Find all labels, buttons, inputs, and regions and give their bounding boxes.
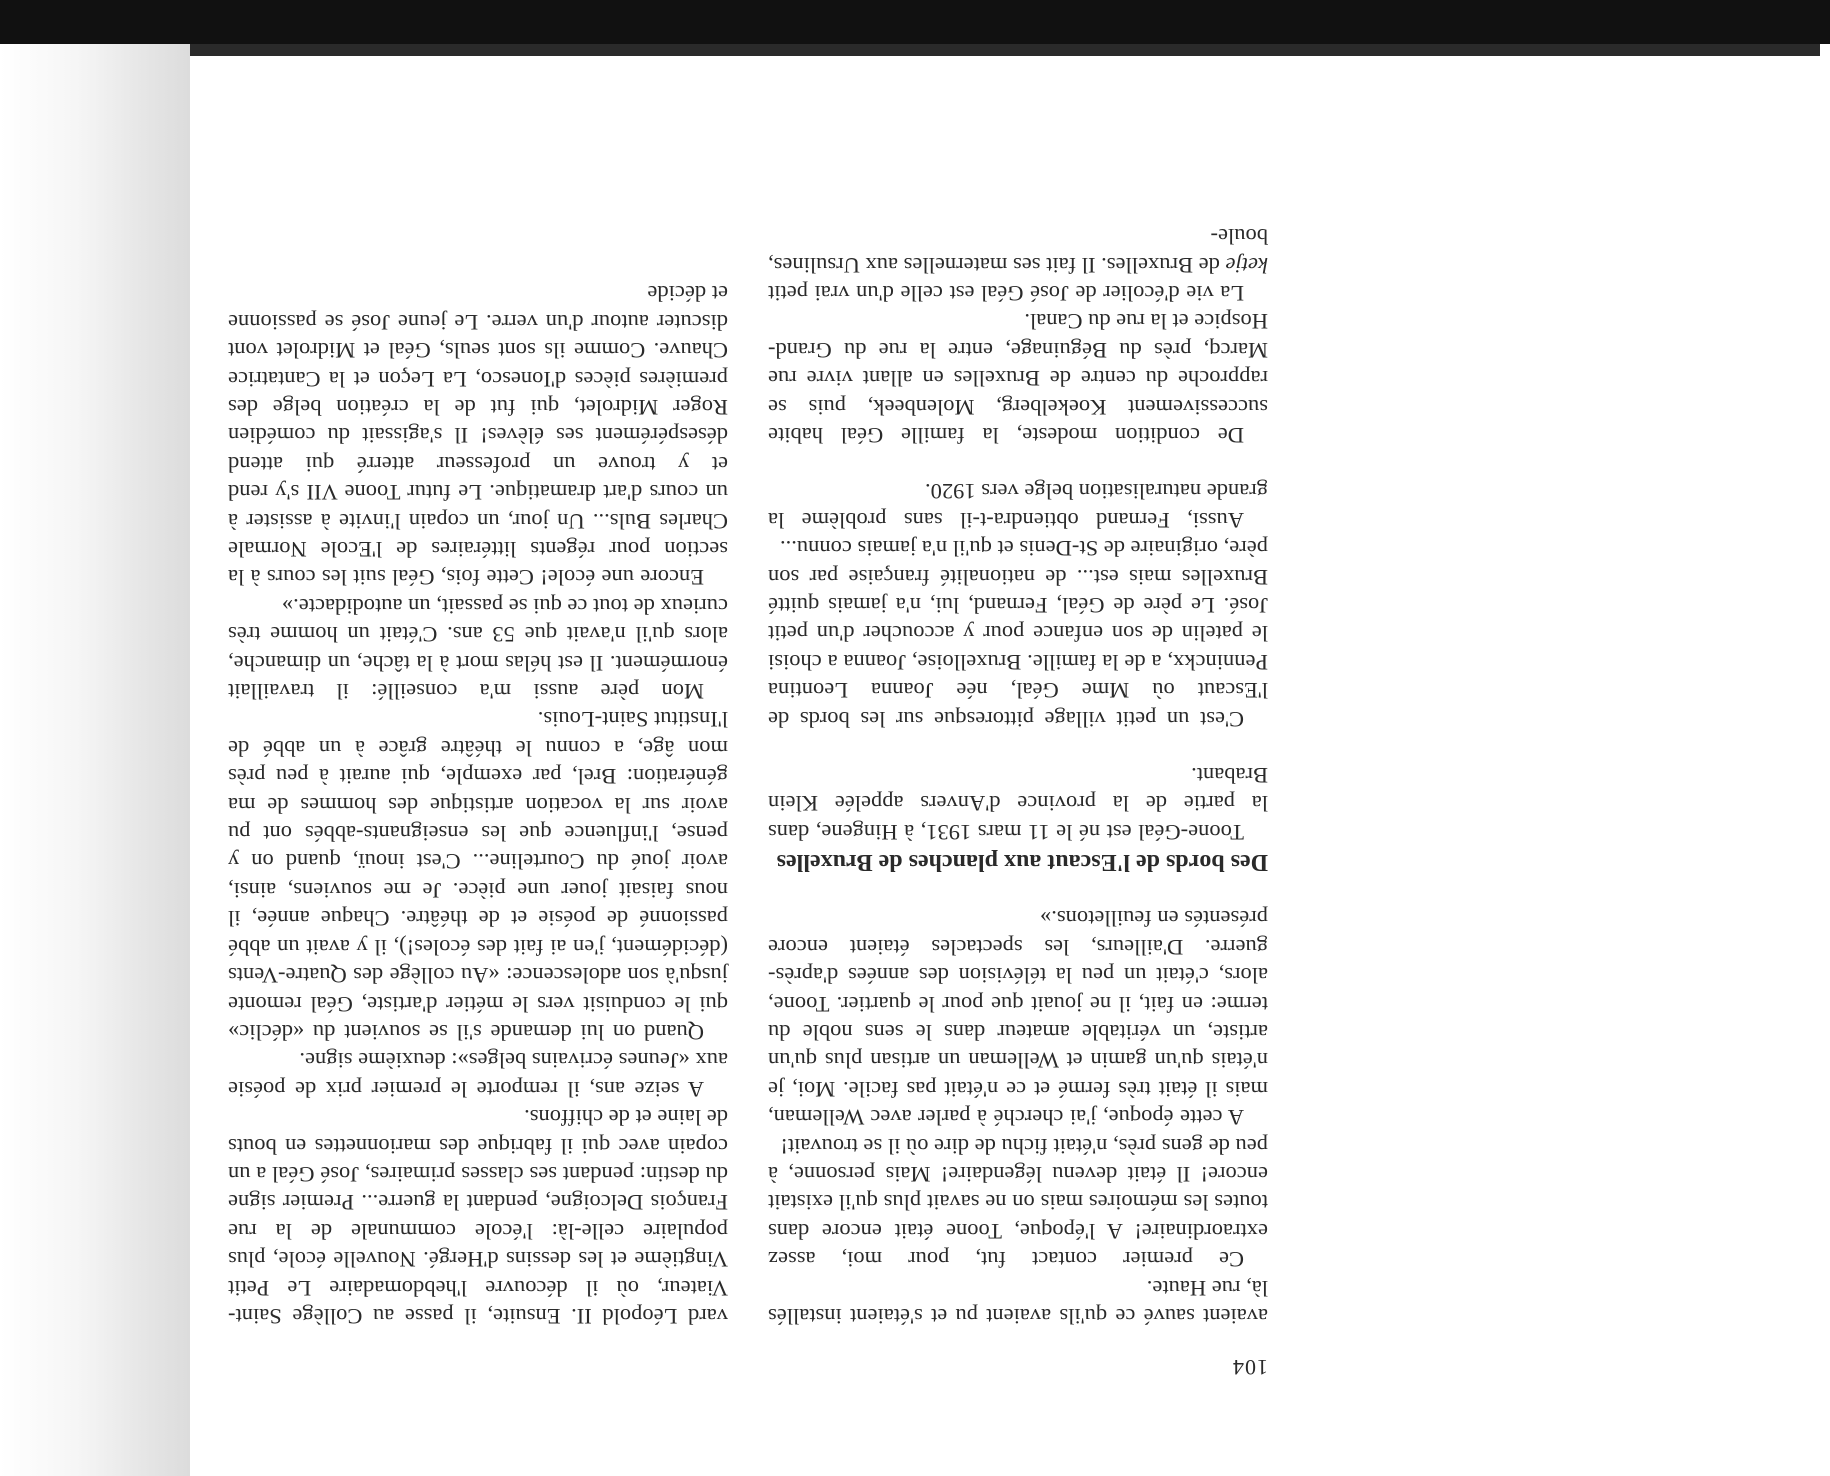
paragraph: A cette époque, j'ai cherché à parler avec Welleman, mais il était très fermé et ce n'était pas facile. Moi, je n'étais qu'un gamin et Welleman un artisan plus qu'un artiste, un véritable amateur dans le sens noble du terme: en fait, il ne jouait que pour le quartier. Toone, alors, c'était un peu la télévision des années d'après-guerre. D'ailleurs, les spectacles étaient encore présentés en feuilletons.» [768,906,1268,1131]
paragraph: Aussi, Fernand obtiendra-t-il sans problème la grande naturalisation belge vers 1920. [768,479,1268,533]
paragraph: A seize ans, il remporte le premier prix de poésie aux «Jeunes écrivains belges»: deuxième signe. [228,1048,728,1102]
paragraph: Quand on lui demande s'il se souvient du «déclic» qui le conduisit vers le métier d'artiste, Géal remonte jusqu'à son adolescence: «Au collège des Quatre-Vents (décidément, j'en ai fait des écoles!), il y avait un abbé passionné de poésie et de théâtre. Chaque année, il nous faisait jouer une pièce. Je me souviens, ainsi, avoir joué du Courteline... C'est inouï, quand on y pense, l'influence que les enseignants-abbés ont pu avoir sur la vocation artistique des hommes de ma génération: Brel, par exemple, qui aurait à peu près mon âge, a connu le théâtre grâce à un abbé de l'Institut Saint-Louis. [228,707,728,1045]
paragraph: C'est un petit village pittoresque sur les bords de l'Escaut où Mme Géal, née Joanna Leontina Penninckx, a de la famille. Bruxelloise, Joanna a choisi le patelin de son enfance pour y accoucher d'un petit José. Le père de Géal, Fernand, lui, n'a jamais quitté Bruxelles mais est... de nationalité française par son père, originaire de St-Denis et qu'il n'a jamais connu... [768,536,1268,732]
right-column [228,279,728,1330]
scan-top-edge [0,0,1830,44]
page-text-rotated [228,160,1268,1380]
paragraph: avaient sauvé ce qu'ils avaient pu et s'étaient installés là, rue Haute. [768,1275,1268,1329]
paragraph: Ce premier contact fut, pour moi, assez extraordinaire! A l'époque, Toone était encore dans toutes les mémoires mais on ne savait plus qu'il existait encore! Il était devenu légendaire! Mais personne, à peu de gens près, n'était fichu de dire où il se trouvait! [768,1133,1268,1273]
page-number: 104 [1232,1355,1268,1380]
paragraph: Mon père aussi m'a conseillé: il travaillait énormément. Il est hélas mort à la tâche, un dimanche, alors qu'il n'avait que 53 ans. C'était un homme très curieux de tout ce qui se passait, un autodidacte.» [228,593,728,705]
scan-top-strip [20,44,1820,56]
paragraph: De condition modeste, la famille Géal habite successivement Koekelberg, Molenbeek, puis se rapproche du centre de Bruxelles en allant vivre rue Marcq, près du Béguinage, entre la rue du Grand-Hospice et la rue du Canal. [768,309,1268,449]
paragraph: vard Léopold II. Ensuite, il passe au Collège Saint-Viateur, où il découvre l'hebdomadaire Le Petit Vingtième et les dessins d'Hergé. Nouvelle école, plus populaire celle-là: l'école communale de la rue François Delcoigne, pendant la guerre... Premier signe du destin: pendant ses classes primaires, José Géal a un copain avec qui il fabrique des marionnettes en bouts de laine et de chiffons. [228,1105,728,1329]
paragraph: Encore une école! Cette fois, Géal suit les cours à la section pour régents littéraires de l'Ecole Normale Charles Buls... Un jour, un copain l'invite à assister à un cours d'art dramatique. Le futur Toone VII s'y rend et y trouve un professeur atterré qui attend désespérément ses élèves! Il s'agissait du comédien Roger Midrolet, qui fut de la création belge des premières pièces d'Ionesco, La Leçon et la Cantatrice Chauve. Comme ils sont seuls, Géal et Midrolet vont discuter autour d'un verre. Le jeune José se passionne et décide [228,281,728,591]
left-column [768,222,1268,1330]
italic-word: ketje [1225,252,1268,278]
section-heading: Des bords de l'Escaut aux planches de Bruxelles [776,848,1268,875]
text-run: La vie d'écolier de José Géal est celle d'un vrai petit [768,281,1244,306]
paragraph: Toone-Géal est né le 11 mars 1931, à Hingene, dans la partie de la province d'Anvers appelée Klein Brabant. [768,763,1268,845]
book-spine-shadow [0,44,190,1476]
text-run: de Bruxelles. Il fait ses maternelles aux Ursulines, boule- [768,224,1268,278]
paragraph [768,222,1268,307]
